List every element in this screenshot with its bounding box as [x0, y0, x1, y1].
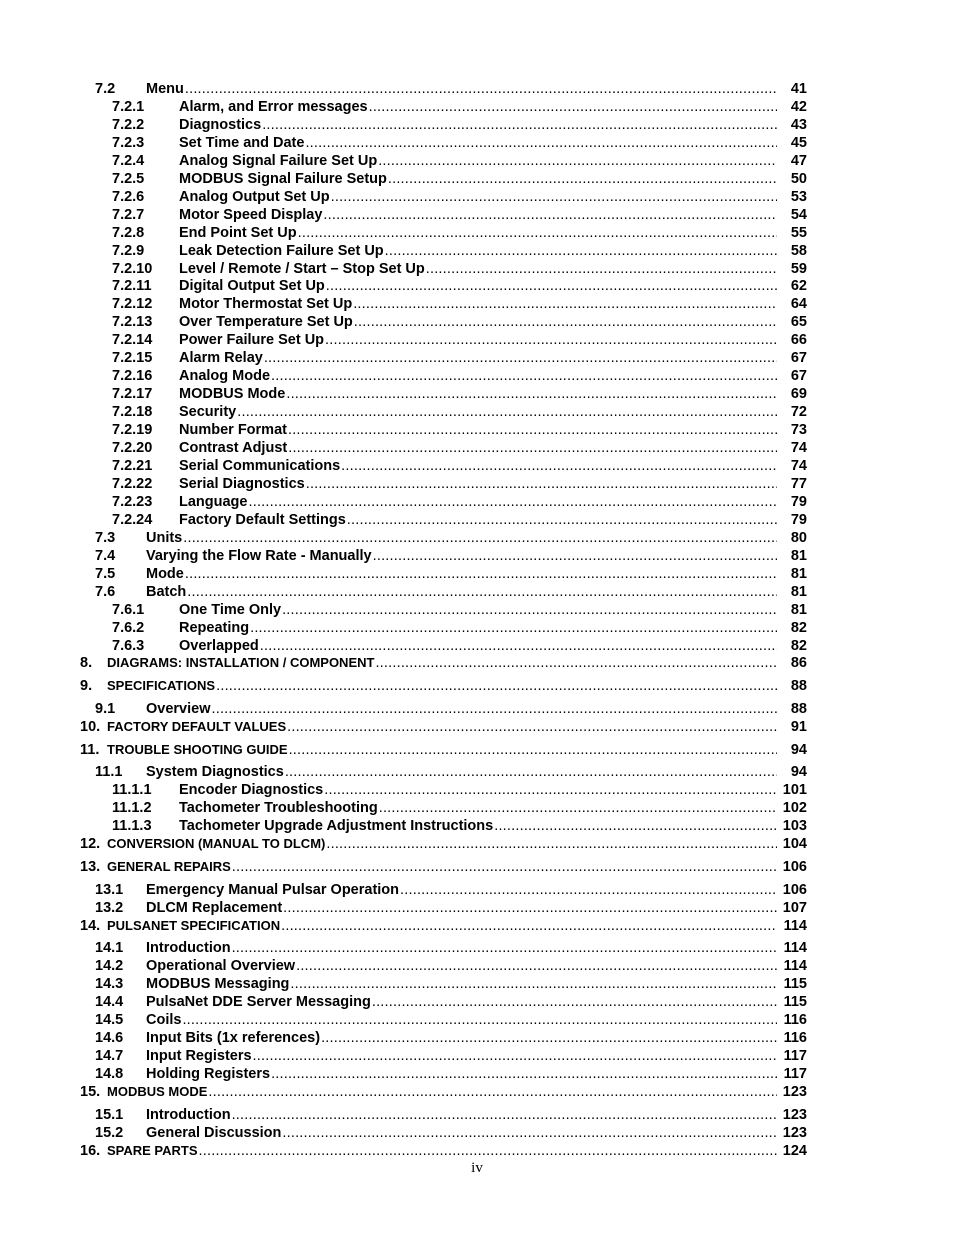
- toc-entry-page: 117: [783, 1066, 807, 1082]
- toc-entry-number: 14.5: [95, 1012, 124, 1029]
- toc-entry-title: Set Time and Date: [179, 134, 305, 151]
- toc-entry-number: 7.6.2: [112, 619, 145, 636]
- dot-leader: [262, 116, 777, 134]
- toc-entry[interactable]: [0, 637, 954, 655]
- toc-entry-page: 69: [790, 386, 807, 403]
- toc-entry-number: 11.1.3: [112, 818, 152, 835]
- toc-entry-page: 64: [790, 296, 807, 313]
- dot-leader: [323, 206, 777, 224]
- toc-entry-title: Coils: [146, 1012, 182, 1029]
- toc-entry-page: 79: [790, 511, 807, 528]
- toc-entry[interactable]: [0, 457, 954, 475]
- toc-entry-number: 14.8: [95, 1066, 124, 1082]
- toc-entry-number: 7.2.8: [112, 224, 145, 241]
- dot-leader: [353, 295, 777, 313]
- dot-leader: [282, 1124, 777, 1142]
- toc-entry-number: 14.3: [95, 976, 124, 993]
- toc-entry-number: 13.2: [95, 899, 124, 916]
- toc-entry-page: 115: [783, 976, 807, 993]
- toc-entry-number: 15.: [80, 1083, 101, 1100]
- dot-leader: [426, 260, 777, 278]
- toc-entry-page: 116: [783, 1012, 807, 1029]
- toc-entry-page: 94: [790, 764, 807, 781]
- toc-entry-page: 79: [790, 493, 807, 510]
- toc-entry-number: 7.2.12: [112, 296, 153, 313]
- toc-entry[interactable]: [0, 858, 954, 876]
- toc-entry-title: Mode: [146, 565, 184, 582]
- toc-entry-title: Holding Registers: [146, 1066, 271, 1082]
- toc-entry-page: 42: [790, 99, 807, 115]
- toc-entry-number: 15.2: [95, 1124, 124, 1141]
- dot-leader: [298, 224, 777, 242]
- toc-entry-number: 7.3: [95, 529, 116, 546]
- toc-entry-number: 11.1: [95, 764, 123, 781]
- toc-entry-page: 115: [783, 994, 807, 1011]
- dot-leader: [212, 700, 778, 718]
- toc-entry-title: Batch: [146, 583, 187, 600]
- dot-leader: [187, 583, 777, 601]
- toc-entry-title: PulsaNet DDE Server Messaging: [146, 994, 371, 1011]
- dot-leader: [232, 858, 777, 876]
- toc-entry-title: Input Bits (1x references): [146, 1030, 321, 1047]
- toc-entry[interactable]: [0, 975, 954, 993]
- toc-entry[interactable]: [0, 242, 954, 260]
- toc-entry-title: Motor Speed Display: [179, 206, 323, 223]
- toc-entry[interactable]: [0, 1029, 954, 1047]
- toc-entry[interactable]: [0, 654, 954, 672]
- toc-entry-number: 7.2.4: [112, 152, 145, 169]
- toc-entry-title: Operational Overview: [146, 958, 296, 975]
- toc-entry-number: 7.2.6: [112, 188, 145, 205]
- dot-leader: [182, 1011, 777, 1029]
- toc-entry-number: 10.: [80, 718, 101, 735]
- toc-entry-number: 7.6.3: [112, 637, 145, 654]
- toc-entry[interactable]: [0, 116, 954, 134]
- dot-leader: [253, 1047, 777, 1065]
- toc-entry-page: 88: [790, 700, 807, 717]
- toc-entry-title: Overlapped: [179, 637, 259, 654]
- toc-entry-number: 12.: [80, 836, 101, 853]
- toc-entry-title: Menu: [146, 81, 184, 97]
- toc-entry[interactable]: [0, 331, 954, 349]
- toc-entry[interactable]: [0, 1083, 954, 1101]
- toc-entry[interactable]: [0, 313, 954, 331]
- toc-entry-page: 67: [790, 350, 807, 367]
- toc-entry-number: 14.1: [95, 940, 124, 957]
- toc-entry-page: 45: [790, 134, 807, 151]
- toc-entry[interactable]: [0, 367, 954, 385]
- toc-entry-title: Emergency Manual Pulsar Operation: [146, 881, 400, 898]
- toc-entry-title: MODBUS Messaging: [146, 976, 290, 993]
- toc-entry-page: 102: [782, 800, 807, 817]
- toc-entry-page: 67: [790, 368, 807, 385]
- dot-leader: [288, 421, 777, 439]
- toc-entry-number: 7.2.17: [112, 386, 153, 403]
- toc-entry[interactable]: [0, 763, 954, 781]
- toc-entry[interactable]: [0, 939, 954, 957]
- toc-entry-page: 116: [783, 1030, 807, 1047]
- toc-entry-title: Tachometer Troubleshooting: [179, 800, 378, 817]
- toc-entry-page: 66: [790, 332, 807, 349]
- dot-leader: [286, 385, 777, 403]
- dot-leader: [232, 939, 777, 957]
- dot-leader: [271, 367, 777, 385]
- toc-entry-title: TROUBLE SHOOTING GUIDE: [107, 741, 288, 757]
- toc-entry-page: 81: [790, 547, 807, 564]
- dot-leader: [264, 349, 777, 367]
- toc-entry[interactable]: [0, 1106, 954, 1124]
- toc-entry[interactable]: [0, 781, 954, 799]
- toc-entry-title: CONVERSION (MANUAL TO DLCM): [107, 836, 326, 852]
- toc-entry[interactable]: [0, 619, 954, 637]
- toc-entry-page: 47: [790, 152, 807, 169]
- toc-entry-page: 94: [790, 741, 807, 758]
- toc-entry[interactable]: [0, 917, 954, 935]
- toc-entry-title: General Discussion: [146, 1124, 282, 1141]
- dot-leader: [331, 188, 777, 206]
- toc-entry-page: 81: [790, 601, 807, 618]
- dot-leader: [354, 313, 777, 331]
- toc-entry-number: 7.2.11: [112, 278, 152, 295]
- dot-leader: [400, 881, 777, 899]
- toc-entry-title: Overview: [146, 700, 211, 717]
- dot-leader: [388, 170, 777, 188]
- toc-entry-number: 7.2.13: [112, 314, 153, 331]
- toc-entry-title: Digital Output Set Up: [179, 278, 325, 295]
- toc-entry-number: 14.7: [95, 1048, 124, 1064]
- toc-entry-page: 41: [790, 81, 807, 97]
- toc-entry-title: Alarm Relay: [179, 350, 263, 367]
- toc-entry[interactable]: [0, 565, 954, 583]
- toc-entry-page: 81: [790, 565, 807, 582]
- dot-leader: [369, 98, 777, 116]
- dot-leader: [375, 654, 777, 672]
- toc-entry-title: SPECIFICATIONS: [107, 678, 216, 694]
- dot-leader: [237, 403, 777, 421]
- toc-entry-number: 14.2: [95, 958, 124, 975]
- dot-leader: [321, 1029, 777, 1047]
- toc-entry-page: 106: [782, 858, 807, 875]
- toc-entry[interactable]: [0, 421, 954, 439]
- toc-entry-title: Language: [179, 493, 248, 510]
- toc-entry-page: 123: [782, 1083, 807, 1100]
- toc-entry-title: SPARE PARTS: [107, 1142, 198, 1158]
- toc-entry-number: 7.2.14: [112, 332, 153, 349]
- toc-entry-page: 53: [790, 188, 807, 205]
- toc-entry[interactable]: [0, 993, 954, 1011]
- toc-entry[interactable]: [0, 677, 954, 695]
- toc-entry-title: Number Format: [179, 422, 287, 438]
- toc-entry-page: 88: [790, 678, 807, 695]
- dot-leader: [326, 277, 777, 295]
- toc-entry-page: 65: [790, 314, 807, 331]
- toc-entry[interactable]: [0, 718, 954, 736]
- toc-entry-title: MODBUS MODE: [107, 1083, 208, 1099]
- toc-entry[interactable]: [0, 1065, 954, 1083]
- toc-entry-number: 7.2.9: [112, 242, 145, 259]
- toc-entry-page: 59: [790, 260, 807, 277]
- toc-entry-title: Analog Output Set Up: [179, 188, 330, 205]
- toc-entry-number: 13.: [80, 858, 101, 875]
- toc-entry-page: 123: [782, 1124, 807, 1141]
- toc-entry-page: 72: [790, 404, 807, 421]
- toc-entry-number: 7.2.2: [112, 116, 145, 133]
- toc-entry[interactable]: [0, 170, 954, 188]
- toc-entry-page: 81: [790, 583, 807, 600]
- toc-entry-title: DIAGRAMS: INSTALLATION / COMPONENT: [107, 655, 375, 671]
- toc-entry-title: Over Temperature Set Up: [179, 314, 353, 331]
- toc-entry-page: 82: [790, 619, 807, 636]
- toc-entry-page: 74: [790, 457, 807, 474]
- toc-entry[interactable]: [0, 224, 954, 242]
- toc-entry-page: 106: [782, 881, 807, 898]
- toc-entry-page: 123: [782, 1106, 807, 1123]
- toc-entry-title: DLCM Replacement: [146, 899, 283, 916]
- toc-entry-number: 7.2.22: [112, 475, 153, 492]
- toc-entry-page: 80: [790, 529, 807, 546]
- toc-entry-page: 91: [790, 718, 807, 735]
- toc-entry-title: Encoder Diagnostics: [179, 782, 324, 799]
- toc-entry-page: 73: [790, 422, 807, 438]
- toc-entry[interactable]: [0, 700, 954, 718]
- toc-entry-number: 7.2.15: [112, 350, 153, 367]
- toc-entry-number: 7.2.18: [112, 404, 153, 421]
- toc-entry[interactable]: [0, 957, 954, 975]
- toc-entry-title: Motor Thermostat Set Up: [179, 296, 353, 313]
- dot-leader: [341, 457, 777, 475]
- toc-entry[interactable]: [0, 547, 954, 565]
- dot-leader: [260, 637, 777, 655]
- toc-entry-title: Level / Remote / Start – Stop Set Up: [179, 260, 425, 277]
- toc-entry-number: 9.: [80, 678, 93, 695]
- dot-leader: [373, 547, 777, 565]
- toc-entry[interactable]: [0, 1142, 954, 1160]
- toc-entry-number: 7.2.3: [112, 134, 145, 151]
- toc-entry-title: MODBUS Mode: [179, 386, 286, 403]
- toc-entry[interactable]: [0, 835, 954, 853]
- dot-leader: [283, 899, 777, 917]
- toc-entry-title: Contrast Adjust: [179, 440, 288, 456]
- dot-leader: [306, 475, 777, 493]
- toc-entry-title: Serial Communications: [179, 457, 341, 474]
- toc-entry-title: Diagnostics: [179, 116, 262, 133]
- toc-entry[interactable]: [0, 529, 954, 547]
- toc-entry[interactable]: [0, 583, 954, 601]
- toc-entry-number: 7.4: [95, 547, 116, 564]
- toc-entry[interactable]: [0, 277, 954, 295]
- toc-entry-number: 7.5: [95, 565, 116, 582]
- toc-entry[interactable]: [0, 152, 954, 170]
- toc-entry-title: Power Failure Set Up: [179, 332, 325, 349]
- toc-entry-title: Factory Default Settings: [179, 511, 346, 528]
- toc-entry-number: 15.1: [95, 1106, 124, 1123]
- toc-entry[interactable]: [0, 1124, 954, 1142]
- dot-leader: [347, 511, 777, 529]
- dot-leader: [185, 565, 777, 583]
- toc-entry-page: 62: [790, 278, 807, 295]
- toc-entry[interactable]: [0, 385, 954, 403]
- toc-entry-number: 8.: [80, 655, 93, 672]
- toc-entry-page: 50: [790, 170, 807, 187]
- toc-entry-title: Units: [146, 529, 183, 546]
- dot-leader: [281, 917, 777, 935]
- toc-entry[interactable]: [0, 1011, 954, 1029]
- toc-entry-number: 7.2.21: [112, 457, 153, 474]
- dot-leader: [250, 619, 777, 637]
- toc-entry-title: FACTORY DEFAULT VALUES: [107, 718, 287, 734]
- toc-entry[interactable]: [0, 188, 954, 206]
- dot-leader: [183, 529, 777, 547]
- dot-leader: [199, 1142, 777, 1160]
- toc-entry[interactable]: [0, 260, 954, 278]
- toc-entry[interactable]: [0, 493, 954, 511]
- toc-entry-number: 7.2.5: [112, 170, 145, 187]
- toc-entry-page: 101: [782, 782, 807, 799]
- toc-entry[interactable]: [0, 899, 954, 917]
- toc-entry-title: Tachometer Upgrade Adjustment Instructions: [179, 818, 494, 835]
- toc-entry[interactable]: [0, 134, 954, 152]
- toc-entry-page: 114: [783, 958, 807, 975]
- dot-leader: [305, 134, 777, 152]
- toc-entry-title: Serial Diagnostics: [179, 475, 305, 492]
- toc-entry-page: 104: [782, 836, 807, 853]
- toc-entry-number: 7.2.24: [112, 511, 153, 528]
- toc-entry-title: Introduction: [146, 940, 231, 957]
- toc-entry-page: 55: [790, 224, 807, 241]
- toc-entry[interactable]: [0, 295, 954, 313]
- toc-entry-page: 77: [790, 475, 807, 492]
- dot-leader: [326, 835, 777, 853]
- toc-entry-title: Input Registers: [146, 1048, 252, 1064]
- dot-leader: [372, 993, 777, 1011]
- toc-entry-number: 7.2.1: [112, 99, 145, 115]
- dot-leader: [379, 799, 777, 817]
- page-number: iv: [471, 1160, 483, 1176]
- dot-leader: [325, 331, 777, 349]
- toc-entry-page: 124: [782, 1142, 807, 1159]
- toc-entry[interactable]: [0, 98, 954, 116]
- toc-entry[interactable]: [0, 403, 954, 421]
- dot-leader: [248, 493, 777, 511]
- toc-entry[interactable]: [0, 206, 954, 224]
- dot-leader: [378, 152, 777, 170]
- toc-entry-page: 114: [783, 940, 807, 957]
- dot-leader: [208, 1083, 777, 1101]
- toc-entry[interactable]: [0, 881, 954, 899]
- toc-entry-number: 7.2.16: [112, 368, 153, 385]
- toc-entry-title: Leak Detection Failure Set Up: [179, 242, 384, 259]
- dot-leader: [185, 80, 777, 98]
- toc-entry[interactable]: [0, 1047, 954, 1065]
- toc-entry-number: 9.1: [95, 700, 116, 717]
- toc-entry[interactable]: [0, 349, 954, 367]
- dot-leader: [296, 957, 777, 975]
- dot-leader: [285, 763, 777, 781]
- toc-entry-number: 7.2.19: [112, 422, 153, 438]
- toc-entry-number: 7.2.20: [112, 440, 153, 456]
- toc-entry-title: Repeating: [179, 619, 250, 636]
- toc-entry-page: 54: [790, 206, 807, 223]
- toc-entry-number: 7.2.7: [112, 206, 145, 223]
- toc-entry-page: 43: [790, 116, 807, 133]
- toc-entry-title: GENERAL REPAIRS: [107, 858, 231, 874]
- toc-entry-title: Analog Signal Failure Set Up: [179, 152, 378, 169]
- dot-leader: [288, 439, 777, 457]
- toc-entry-number: 14.: [80, 917, 101, 934]
- toc-entry[interactable]: [0, 601, 954, 619]
- toc-entry-title: Security: [179, 404, 237, 421]
- toc-entry-title: MODBUS Signal Failure Setup: [179, 170, 387, 187]
- toc-entry-title: Introduction: [146, 1106, 231, 1123]
- toc-entry-title: Analog Mode: [179, 368, 271, 385]
- toc-entry-number: 11.1.2: [112, 800, 152, 817]
- toc-entry-number: 7.6: [95, 583, 116, 600]
- toc-entry-page: 86: [790, 655, 807, 672]
- toc-entry-page: 117: [783, 1048, 807, 1064]
- toc-entry-number: 13.1: [95, 881, 124, 898]
- toc-entry[interactable]: [0, 475, 954, 493]
- toc-entry-page: 82: [790, 637, 807, 654]
- toc-entry-number: 14.4: [95, 994, 124, 1011]
- dot-leader: [289, 741, 777, 759]
- toc-entry-title: One Time Only: [179, 601, 282, 618]
- dot-leader: [282, 601, 777, 619]
- toc-entry-page: 58: [790, 242, 807, 259]
- dot-leader: [385, 242, 777, 260]
- dot-leader: [494, 817, 777, 835]
- toc-entry-number: 7.6.1: [112, 601, 145, 618]
- toc-entry-number: 7.2: [95, 81, 116, 97]
- toc-entry-title: PULSANET SPECIFICATION: [107, 917, 281, 933]
- dot-leader: [216, 677, 777, 695]
- toc-entry-page: 74: [790, 440, 807, 456]
- toc-entry-number: 14.6: [95, 1030, 124, 1047]
- dot-leader: [324, 781, 777, 799]
- dot-leader: [287, 718, 777, 736]
- toc-entry-title: System Diagnostics: [146, 764, 284, 781]
- toc-entry[interactable]: [0, 799, 954, 817]
- toc-entry[interactable]: [0, 439, 954, 457]
- toc-entry[interactable]: [0, 741, 954, 759]
- toc-entry-number: 7.2.10: [112, 260, 153, 277]
- toc-entry-title: Varying the Flow Rate - Manually: [146, 547, 372, 564]
- toc-entry-number: 11.1.1: [112, 782, 152, 799]
- toc-entry[interactable]: [0, 80, 954, 98]
- toc-entry-number: 7.2.23: [112, 493, 153, 510]
- toc-entry-page: 107: [782, 899, 807, 916]
- toc-entry-number: 11.: [80, 741, 100, 758]
- toc-entry-page: 114: [783, 917, 807, 934]
- dot-leader: [232, 1106, 777, 1124]
- toc-entry[interactable]: [0, 511, 954, 529]
- toc-entry-number: 16.: [80, 1142, 101, 1159]
- toc-entry-page: 103: [782, 818, 807, 835]
- toc-entry[interactable]: [0, 817, 954, 835]
- toc-entry-title: Alarm, and Error messages: [179, 99, 368, 115]
- dot-leader: [290, 975, 777, 993]
- dot-leader: [271, 1065, 777, 1083]
- toc-entry-title: End Point Set Up: [179, 224, 297, 241]
